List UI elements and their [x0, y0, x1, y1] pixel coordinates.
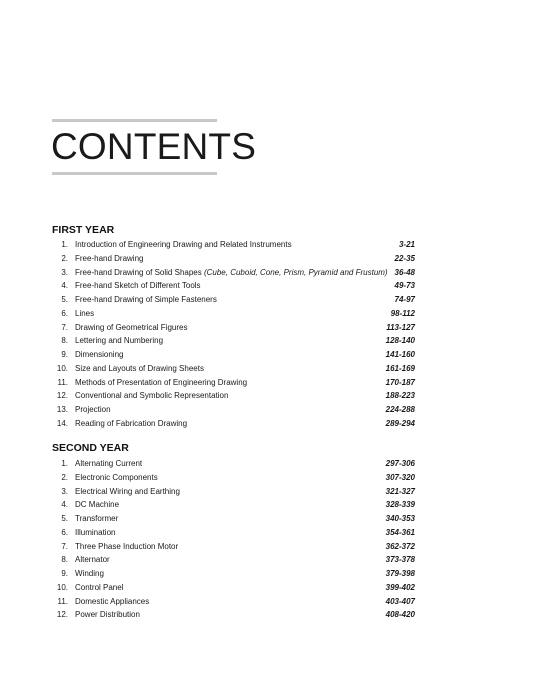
toc-entry-pages: 289-294 — [385, 418, 415, 428]
toc-entry — [52, 498, 415, 512]
toc-entry-title-text: Methods of Presentation of Engineering Drawing — [75, 377, 248, 387]
toc-entry-title — [75, 376, 247, 390]
toc-entry — [52, 293, 415, 307]
toc-entry-number: 11. — [57, 377, 68, 387]
section-heading-second-year: SECOND YEAR — [52, 442, 129, 454]
toc-entry-number: 13. — [56, 405, 68, 414]
toc-entry — [52, 307, 415, 321]
toc-entry-number: 11. — [57, 596, 68, 606]
toc-entry-title — [75, 498, 119, 512]
toc-entry-number: 10. — [56, 363, 68, 373]
toc-entry-pages: 98-112 — [390, 308, 415, 318]
toc-entry-title — [75, 334, 163, 348]
toc-entry-title — [75, 471, 158, 485]
toc-entry-pages: 408-420 — [385, 610, 415, 620]
toc-entry — [52, 540, 415, 554]
toc-entry-number: 6. — [61, 527, 68, 537]
toc-entry — [52, 457, 415, 471]
toc-entry-number: 5. — [61, 295, 68, 304]
toc-entry-number: 7. — [61, 322, 68, 332]
toc-entry-title-text: Power Distribution — [75, 610, 140, 620]
toc-entry-pages: 128-140 — [385, 336, 415, 346]
toc-entry-title-text: Electrical Wiring and Earthing — [75, 486, 180, 496]
toc-entry-pages: 399-402 — [385, 582, 415, 592]
toc-entry-title — [75, 293, 217, 307]
toc-entry — [52, 389, 415, 403]
toc-entry-pages: 74-97 — [394, 295, 415, 304]
toc-entry — [52, 362, 415, 376]
toc-entry — [52, 348, 415, 362]
toc-entry-number: 12. — [56, 610, 68, 620]
toc-entry-title — [75, 485, 180, 499]
toc-entry-title-text: Reading of Fabrication Drawing — [75, 418, 188, 428]
toc-entry-title — [75, 252, 143, 266]
toc-entry-number: 1. — [61, 459, 68, 468]
toc-entry-number: 3. — [61, 267, 68, 277]
toc-entry-title-text: DC Machine — [75, 500, 120, 510]
toc-entry-title-text: Conventional and Symbolic Representation — [75, 391, 229, 401]
toc-entry-title-text: Winding — [75, 569, 104, 578]
toc-entry — [52, 321, 415, 335]
toc-entry-title-text: Electronic Components — [75, 472, 158, 482]
toc-entry-number: 10. — [56, 582, 68, 592]
toc-entry-title — [75, 526, 115, 540]
toc-entry — [52, 334, 415, 348]
toc-entry-pages: 113-127 — [386, 322, 415, 332]
toc-entry-title — [75, 307, 94, 321]
toc-entry — [52, 238, 415, 252]
toc-entry-pages: 49-73 — [394, 281, 415, 291]
toc-entry-title — [75, 417, 187, 431]
toc-entry-pages: 373-378 — [385, 555, 415, 565]
toc-entry-pages: 224-288 — [385, 405, 415, 414]
toc-list-first-year — [52, 238, 415, 431]
toc-entry-title — [75, 581, 123, 595]
toc-entry-title-text: Lettering and Numbering — [75, 336, 164, 346]
toc-entry-title-text: Transformer — [75, 514, 119, 523]
toc-entry-title-text: Projection — [75, 405, 111, 414]
toc-entry-title-text: Lines — [75, 308, 95, 318]
toc-entry-pages: 340-353 — [385, 514, 415, 523]
toc-entry-number: 4. — [61, 500, 68, 510]
toc-entry-title-text: Free-hand Drawing — [75, 253, 144, 263]
toc-entry — [52, 526, 415, 540]
toc-entry-pages: 36-48 — [394, 267, 415, 277]
toc-entry — [52, 485, 415, 499]
toc-entry-title — [75, 567, 104, 581]
toc-entry — [52, 553, 415, 567]
toc-entry-number: 12. — [56, 391, 68, 401]
toc-entry-pages: 170-187 — [385, 377, 415, 387]
toc-entry-title-text: Introduction of Engineering Drawing and Related Instruments — [75, 240, 292, 249]
toc-entry-number: 14. — [56, 418, 68, 428]
toc-entry — [52, 581, 415, 595]
toc-entry — [52, 266, 415, 280]
toc-entry-number: 4. — [61, 281, 68, 291]
toc-entry-title — [75, 321, 187, 335]
toc-entry — [52, 471, 415, 485]
toc-entry — [52, 417, 415, 431]
toc-entry-title-text: Alternator — [75, 555, 110, 565]
toc-entry — [52, 279, 415, 293]
toc-entry-pages: 188-223 — [385, 391, 415, 401]
toc-entry-title — [75, 403, 111, 417]
toc-entry-title-text: Dimensioning — [75, 350, 124, 359]
toc-entry-pages: 328-339 — [385, 500, 415, 510]
toc-entry — [52, 595, 415, 609]
section-heading-first-year: FIRST YEAR — [52, 224, 115, 236]
toc-entry — [52, 376, 415, 390]
toc-entry — [52, 252, 415, 266]
toc-entry-number: 7. — [61, 541, 68, 551]
title-rule-top — [52, 119, 217, 122]
title-rule-bottom — [52, 172, 217, 175]
toc-entry-title — [75, 348, 123, 362]
toc-entry-number: 2. — [61, 472, 68, 482]
toc-entry — [52, 608, 415, 622]
toc-entry-pages: 379-398 — [385, 569, 415, 578]
toc-entry-pages: 22-35 — [394, 253, 415, 263]
toc-entry-title-text: Drawing of Geometrical Figures — [75, 322, 188, 332]
toc-entry-subtitle: (Cube, Cuboid, Cone, Prism, Pyramid and Frustum) — [203, 267, 388, 277]
toc-entry-pages: 3-21 — [398, 240, 415, 249]
toc-entry-pages: 362-372 — [385, 541, 415, 551]
toc-entry-pages: 354-361 — [385, 527, 415, 537]
toc-entry-number: 9. — [61, 350, 68, 359]
toc-entry-title — [75, 238, 292, 252]
toc-entry — [52, 403, 415, 417]
toc-entry-pages: 307-320 — [385, 472, 415, 482]
toc-entry-number: 3. — [61, 486, 68, 496]
toc-entry-pages: 161-169 — [385, 363, 415, 373]
toc-entry-title-text: Illumination — [75, 527, 116, 537]
toc-entry-title — [75, 553, 110, 567]
toc-entry-pages: 321-327 — [385, 486, 415, 496]
toc-entry-title — [75, 512, 118, 526]
toc-entry-title-text: Free-hand Sketch of Different Tools — [75, 281, 201, 291]
toc-entry-title-text: Alternating Current — [75, 459, 143, 468]
toc-entry-number: 1. — [61, 240, 68, 249]
toc-entry-number: 8. — [61, 336, 68, 346]
toc-entry-title-text: Free-hand Drawing of Simple Fasteners — [75, 295, 217, 304]
page-title: CONTENTS — [51, 126, 257, 167]
toc-list-second-year — [52, 457, 415, 622]
toc-entry-pages: 141-160 — [385, 350, 415, 359]
toc-entry-title-text: Size and Layouts of Drawing Sheets — [75, 363, 204, 373]
toc-entry-title-text: Three Phase Induction Motor — [75, 541, 179, 551]
toc-entry-title-text: Control Panel — [75, 582, 124, 592]
toc-entry-title-text: Domestic Appliances — [75, 596, 150, 606]
toc-entry-title — [75, 608, 140, 622]
toc-entry-title — [75, 266, 388, 280]
toc-entry-title — [75, 389, 228, 403]
toc-entry-title — [75, 457, 142, 471]
toc-entry-number: 5. — [61, 514, 68, 523]
toc-entry-title — [75, 540, 178, 554]
toc-entry-title — [75, 595, 149, 609]
toc-entry-number: 2. — [61, 253, 68, 263]
toc-entry-pages: 297-306 — [385, 459, 415, 468]
toc-entry-title — [75, 279, 201, 293]
toc-entry-number: 9. — [61, 569, 68, 578]
toc-entry-number: 6. — [61, 308, 68, 318]
toc-entry-title-text: Free-hand Drawing of Solid Shapes — [75, 267, 204, 277]
toc-entry — [52, 512, 415, 526]
toc-entry-number: 8. — [61, 555, 68, 565]
toc-entry-pages: 403-407 — [385, 596, 415, 606]
toc-entry — [52, 567, 415, 581]
toc-entry-title — [75, 362, 204, 376]
